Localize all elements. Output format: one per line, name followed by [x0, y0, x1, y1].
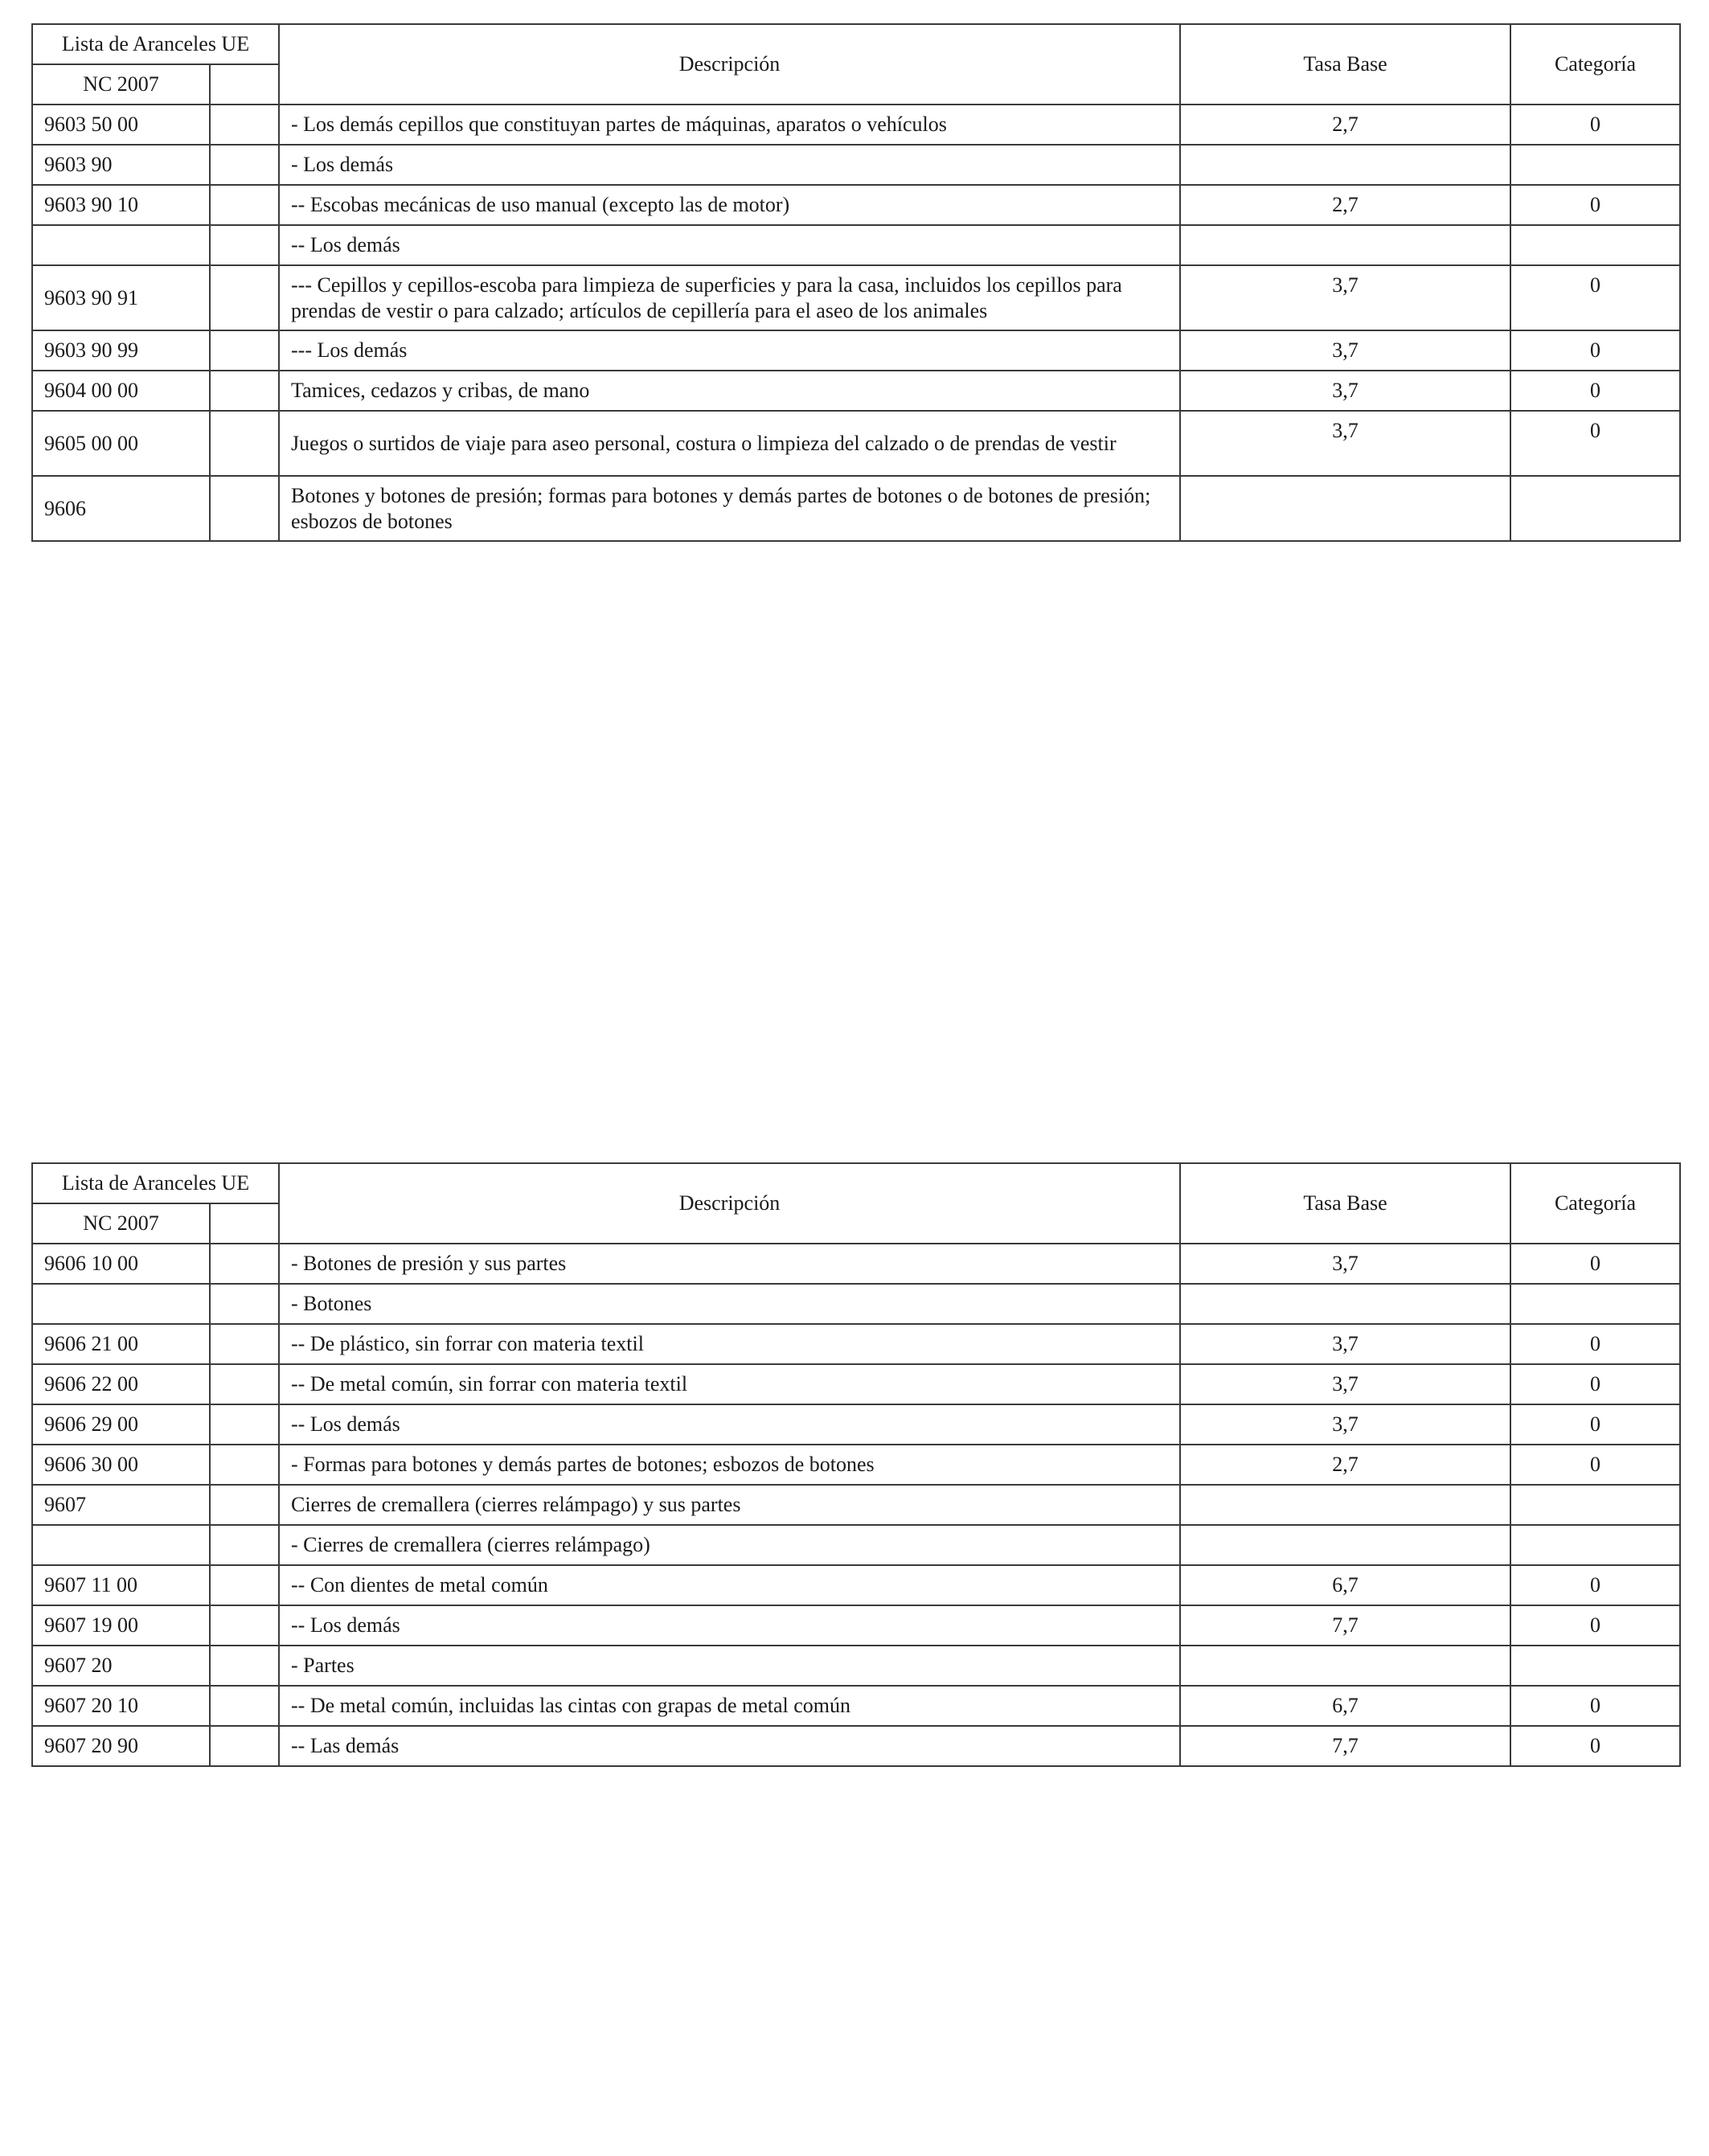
empty-cell [210, 1364, 279, 1404]
category-cell: 0 [1510, 1726, 1680, 1766]
rate-cell: 3,7 [1180, 1244, 1510, 1284]
description-cell: - Formas para botones y demás partes de botones; esbozos de botones [279, 1445, 1180, 1485]
table-row [32, 265, 1680, 330]
rate-cell [1180, 476, 1510, 541]
category-cell: 0 [1510, 371, 1680, 411]
category-cell: 0 [1510, 1324, 1680, 1364]
code-cell: 9604 00 00 [32, 371, 210, 411]
empty-cell [210, 1244, 279, 1284]
table-row [32, 1404, 1680, 1445]
nc-header: NC 2007 [32, 64, 210, 105]
category-cell [1510, 1284, 1680, 1324]
category-cell [1510, 1485, 1680, 1525]
nc-header: NC 2007 [32, 1203, 210, 1244]
code-cell: 9605 00 00 [32, 411, 210, 476]
rate-cell: 2,7 [1180, 105, 1510, 145]
description-cell: Tamices, cedazos y cribas, de mano [279, 371, 1180, 411]
table-row [32, 1244, 1680, 1284]
empty-cell [210, 1605, 279, 1646]
table-row [32, 1565, 1680, 1605]
category-cell [1510, 145, 1680, 185]
tariff-table-2 [31, 1162, 1681, 1767]
empty-cell [210, 1445, 279, 1485]
rate-cell: 3,7 [1180, 330, 1510, 371]
category-cell [1510, 225, 1680, 265]
table-row [32, 105, 1680, 145]
description-cell: Cierres de cremallera (cierres relámpago) y sus partes [279, 1485, 1180, 1525]
header-row-1 [32, 1163, 1680, 1203]
description-cell: -- De metal común, incluidas las cintas con grapas de metal común [279, 1686, 1180, 1726]
rate-cell: 3,7 [1180, 371, 1510, 411]
rate-cell: 2,7 [1180, 1445, 1510, 1485]
code-cell: 9603 90 [32, 145, 210, 185]
empty-cell [210, 330, 279, 371]
rate-cell: 7,7 [1180, 1605, 1510, 1646]
empty-cell [210, 1565, 279, 1605]
description-cell: -- Con dientes de metal común [279, 1565, 1180, 1605]
category-cell: 0 [1510, 1686, 1680, 1726]
description-cell: - Cierres de cremallera (cierres relámpago) [279, 1525, 1180, 1565]
description-cell: -- De plástico, sin forrar con materia textil [279, 1324, 1180, 1364]
table-row [32, 185, 1680, 225]
code-cell: 9607 [32, 1485, 210, 1525]
table-row [32, 1485, 1680, 1525]
rate-cell: 7,7 [1180, 1726, 1510, 1766]
table-row [32, 330, 1680, 371]
list-header: Lista de Aranceles UE [32, 1163, 279, 1203]
code-cell [32, 1284, 210, 1324]
empty-cell [210, 265, 279, 330]
rate-cell [1180, 145, 1510, 185]
empty-cell [210, 1525, 279, 1565]
rate-cell: 3,7 [1180, 1404, 1510, 1445]
rate-cell [1180, 1646, 1510, 1686]
empty-cell [210, 1404, 279, 1445]
empty-cell [210, 105, 279, 145]
category-cell: 0 [1510, 411, 1680, 476]
table-row [32, 411, 1680, 476]
description-cell: -- Los demás [279, 1605, 1180, 1646]
description-cell: --- Cepillos y cepillos-escoba para limpieza de superficies y para la casa, incluidos los cepillos para prendas de vestir o para calzado; artículos de cepillería para el aseo de los animales [279, 265, 1180, 330]
empty-cell [210, 1646, 279, 1686]
description-cell: -- Los demás [279, 225, 1180, 265]
code-cell [32, 225, 210, 265]
code-cell: 9603 90 91 [32, 265, 210, 330]
category-header: Categoría [1510, 24, 1680, 105]
code-cell: 9606 22 00 [32, 1364, 210, 1404]
table-row [32, 1646, 1680, 1686]
category-cell: 0 [1510, 265, 1680, 330]
base-rate-header: Tasa Base [1180, 24, 1510, 105]
empty-cell [210, 411, 279, 476]
description-cell: - Botones [279, 1284, 1180, 1324]
table-row [32, 145, 1680, 185]
code-cell: 9603 90 99 [32, 330, 210, 371]
category-cell [1510, 1525, 1680, 1565]
description-cell: -- Las demás [279, 1726, 1180, 1766]
empty-cell [210, 1485, 279, 1525]
code-cell: 9606 [32, 476, 210, 541]
list-header: Lista de Aranceles UE [32, 24, 279, 64]
empty-cell [210, 1324, 279, 1364]
code-cell: 9607 11 00 [32, 1565, 210, 1605]
table-row [32, 1726, 1680, 1766]
table-row [32, 1364, 1680, 1404]
code-cell: 9603 50 00 [32, 105, 210, 145]
code-cell [32, 1525, 210, 1565]
category-cell: 0 [1510, 1364, 1680, 1404]
description-header: Descripción [279, 24, 1180, 105]
rate-cell [1180, 1485, 1510, 1525]
table-row [32, 1525, 1680, 1565]
category-header: Categoría [1510, 1163, 1680, 1244]
description-cell: - Partes [279, 1646, 1180, 1686]
rate-cell: 3,7 [1180, 265, 1510, 330]
table-row [32, 476, 1680, 541]
table-row [32, 225, 1680, 265]
rate-cell: 6,7 [1180, 1565, 1510, 1605]
rate-cell: 2,7 [1180, 185, 1510, 225]
category-cell: 0 [1510, 1404, 1680, 1445]
empty-cell [210, 476, 279, 541]
description-cell: Juegos o surtidos de viaje para aseo personal, costura o limpieza del calzado o de prendas de vestir [279, 411, 1180, 476]
category-cell [1510, 1646, 1680, 1686]
empty-cell [210, 1284, 279, 1324]
category-cell: 0 [1510, 105, 1680, 145]
table-row [32, 1324, 1680, 1364]
empty-cell [210, 371, 279, 411]
table-row [32, 1445, 1680, 1485]
empty-cell [210, 1686, 279, 1726]
table-row [32, 1686, 1680, 1726]
category-cell: 0 [1510, 330, 1680, 371]
description-cell: -- Los demás [279, 1404, 1180, 1445]
empty-cell [210, 225, 279, 265]
code-cell: 9607 20 90 [32, 1726, 210, 1766]
description-cell: -- De metal común, sin forrar con materia textil [279, 1364, 1180, 1404]
nc-sub-header [210, 1203, 279, 1244]
rate-cell: 3,7 [1180, 411, 1510, 476]
description-cell: - Los demás cepillos que constituyan partes de máquinas, aparatos o vehículos [279, 105, 1180, 145]
nc-sub-header [210, 64, 279, 105]
category-cell: 0 [1510, 1565, 1680, 1605]
header-row-1 [32, 24, 1680, 64]
category-cell: 0 [1510, 1445, 1680, 1485]
code-cell: 9607 20 10 [32, 1686, 210, 1726]
code-cell: 9606 29 00 [32, 1404, 210, 1445]
empty-cell [210, 185, 279, 225]
rate-cell: 6,7 [1180, 1686, 1510, 1726]
tariff-table-1 [31, 23, 1681, 542]
code-cell: 9606 21 00 [32, 1324, 210, 1364]
rate-cell [1180, 1525, 1510, 1565]
description-cell: - Botones de presión y sus partes [279, 1244, 1180, 1284]
code-cell: 9603 90 10 [32, 185, 210, 225]
category-cell [1510, 476, 1680, 541]
category-cell: 0 [1510, 1244, 1680, 1284]
description-cell: - Los demás [279, 145, 1180, 185]
description-cell: Botones y botones de presión; formas para botones y demás partes de botones o de botones de presión; esbozos de botones [279, 476, 1180, 541]
rate-cell: 3,7 [1180, 1324, 1510, 1364]
table-row [32, 1284, 1680, 1324]
rate-cell [1180, 1284, 1510, 1324]
base-rate-header: Tasa Base [1180, 1163, 1510, 1244]
code-cell: 9607 19 00 [32, 1605, 210, 1646]
description-cell: --- Los demás [279, 330, 1180, 371]
table-row [32, 1605, 1680, 1646]
empty-cell [210, 1726, 279, 1766]
code-cell: 9606 10 00 [32, 1244, 210, 1284]
description-cell: -- Escobas mecánicas de uso manual (excepto las de motor) [279, 185, 1180, 225]
code-cell: 9607 20 [32, 1646, 210, 1686]
rate-cell: 3,7 [1180, 1364, 1510, 1404]
code-cell: 9606 30 00 [32, 1445, 210, 1485]
category-cell: 0 [1510, 1605, 1680, 1646]
description-header: Descripción [279, 1163, 1180, 1244]
table-row [32, 371, 1680, 411]
category-cell: 0 [1510, 185, 1680, 225]
empty-cell [210, 145, 279, 185]
rate-cell [1180, 225, 1510, 265]
